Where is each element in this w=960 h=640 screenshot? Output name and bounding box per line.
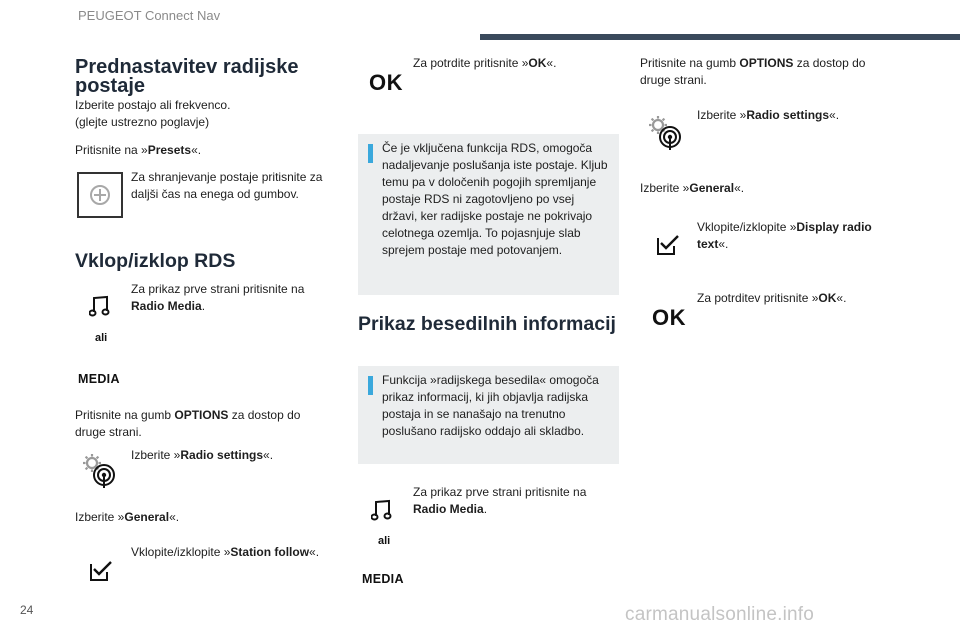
note-rds: Če je vključena funkcija RDS, omogoča nadaljevanje poslušanja iste postaje. Kljub temu pa v določenih pogojih spremljanje postaje RDS ni zagotovljeno po vsej državi, ker radijske postaje ne pokrivajo celotnega ozemlja. To pojasnjuje slab sprejem postaje med potovanjem. [358,134,619,295]
paragraph-select-station: Izberite postajo ali frekvenco. (glejte ustrezno poglavje) [75,98,231,129]
checkbox-icon [656,234,680,256]
ok-button-icon-2: OK [652,305,686,330]
watermark: carmanualsonline.info [625,604,815,625]
heading-rds: Vklop/izklop RDS [75,250,236,272]
page-number: 24 [20,603,34,617]
media-button-label: MEDIA [78,372,120,386]
add-preset-icon [77,172,123,218]
paragraph-select-general: Izberite »General«. [75,510,180,524]
heading-presets: Prednastavitev radijske postaje [75,56,299,97]
header-bar [480,34,960,40]
ok-button-icon: OK [369,70,403,95]
paragraph-toggle-display-radio-text: Vklopite/izklopite »Display radio text«. [697,220,872,251]
paragraph-press-presets: Pritisnite na »Presets«. [75,143,202,157]
note-radio-text: Funkcija »radijskega besedila« omogoča prikaz informacij, ki jih objavlja radijska postaja in se nanašajo na trenutno poslušano radijsko oddajo ali skladbo. [358,366,619,464]
or-label-2: ali [378,535,391,547]
settings-gear-radio-icon [648,115,684,151]
paragraph-store-station: Za shranjevanje postaje pritisnite za daljši čas na enega od gumbov. [131,170,323,201]
paragraph-select-radio-settings: Izberite »Radio settings«. [131,448,274,462]
paragraph-options-button: Pritisnite na gumb OPTIONS za dostop do druge strani. [75,408,301,439]
paragraph-confirm-ok: Za potrdite pritisnite »OK«. [413,56,557,70]
music-note-icon [371,499,393,523]
paragraph-toggle-station-follow: Vklopite/izklopite »Station follow«. [131,545,320,559]
paragraph-first-page-radio-media: Za prikaz prve strani pritisnite na Radio Media. [131,282,305,313]
settings-gear-radio-icon [82,453,118,489]
paragraph-first-page-radio-media-2: Za prikaz prve strani pritisnite na Radio Media. [413,485,587,516]
media-button-label-2: MEDIA [362,572,404,586]
paragraph-select-general-2: Izberite »General«. [640,181,745,195]
checkbox-icon [89,560,113,582]
paragraph-select-radio-settings-2: Izberite »Radio settings«. [697,108,840,122]
heading-text-info: Prikaz besedilnih informacij [358,313,616,335]
or-label: ali [95,332,108,344]
music-note-icon [89,295,111,319]
document-header-title: PEUGEOT Connect Nav [78,8,221,23]
paragraph-confirm-ok-2: Za potrditev pritisnite »OK«. [697,291,847,305]
paragraph-options-button-2: Pritisnite na gumb OPTIONS za dostop do druge strani. [640,56,866,87]
